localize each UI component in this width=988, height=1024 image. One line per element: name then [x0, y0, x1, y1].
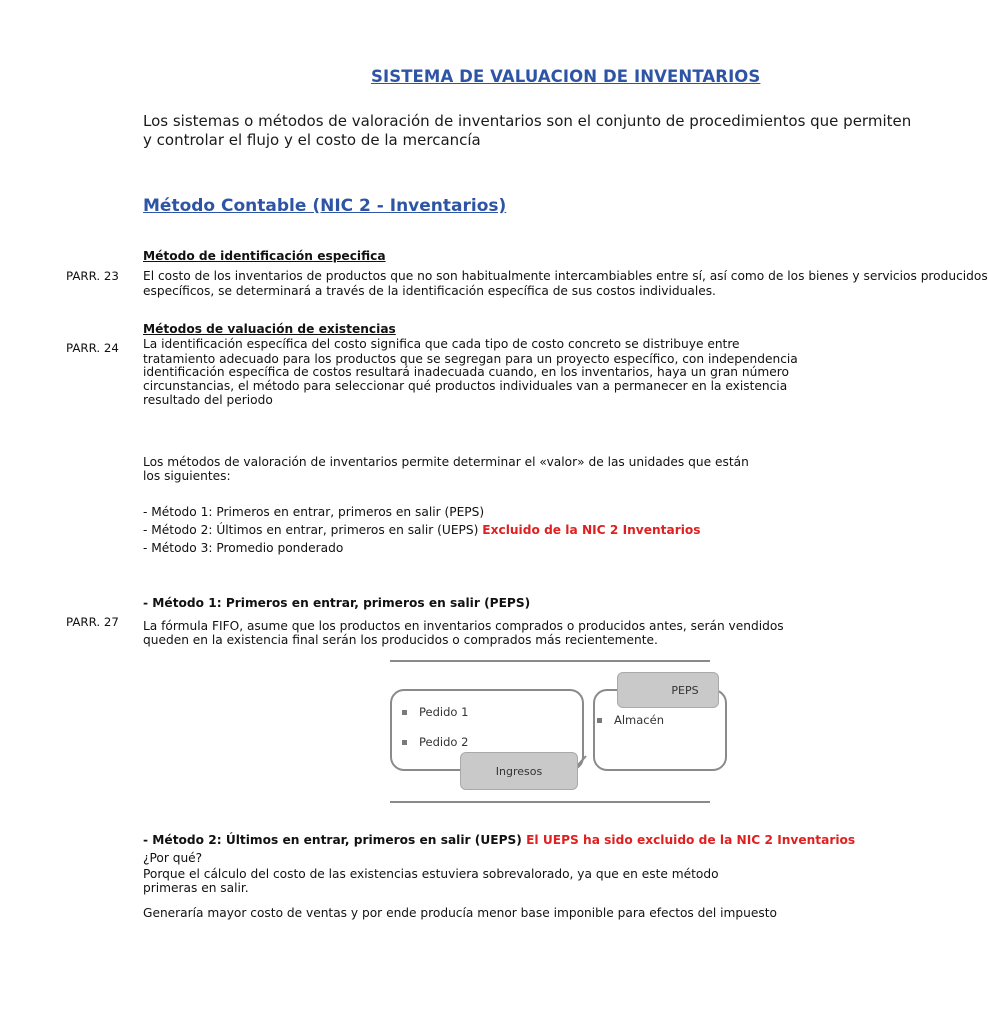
bullet-icon [402, 710, 407, 715]
parr-label: PARR. 24 [66, 341, 119, 355]
methods-list-text: - Método 1: Primeros en entrar, primeros en salir (PEPS) [143, 505, 485, 519]
order-item [402, 735, 468, 749]
intro-line-1: Los sistemas o métodos de valoración de inventarios son el conjunto de procedimientos que permiten [143, 112, 912, 130]
warehouse-item [597, 713, 664, 727]
methods-list-item [143, 541, 343, 555]
methods-intro-line-1: Los métodos de valoración de inventarios permite determinar el «valor» de las unidades que están [143, 455, 749, 469]
block-line: tratamiento adecuado para los productos que se segregan para un proyecto específico, con independencia [143, 352, 798, 366]
bullet-icon [402, 740, 407, 745]
block-line: identificación específica de costos resultará inadecuada cuando, en los inventarios, haya un gran número [143, 365, 789, 379]
block-line: específicos, se determinará a través de la identificación específica de sus costos individuales. [143, 284, 716, 298]
warehouse-label: Almacén [614, 713, 664, 727]
methods-list-item [143, 523, 701, 537]
method1-line-1: La fórmula FIFO, asume que los productos en inventarios comprados o producidos antes, serán vendidos [143, 619, 784, 633]
block-line: resultado del periodo [143, 393, 273, 407]
peps-box [617, 672, 719, 708]
method2-line-2: primeras en salir. [143, 881, 249, 895]
ingresos-box: Ingresos [460, 752, 578, 790]
parr-label: PARR. 27 [66, 615, 119, 629]
page-title: SISTEMA DE VALUACION DE INVENTARIOS [371, 67, 761, 86]
method2-question: ¿Por qué? [143, 851, 203, 865]
intro-line-2: y controlar el flujo y el costo de la mercancía [143, 131, 481, 149]
methods-list-text: - Método 3: Promedio ponderado [143, 541, 344, 555]
peps-label: PEPS [671, 683, 699, 697]
bullet-icon [597, 718, 602, 723]
parr-label: PARR. 23 [66, 269, 119, 283]
method2-exclusion-note: El UEPS ha sido excluido de la NIC 2 Inventarios [526, 833, 856, 847]
order-label: Pedido 2 [419, 735, 469, 749]
order-label: Pedido 1 [419, 705, 469, 719]
block-heading-identificacion: Método de identificación especifica [143, 249, 386, 263]
diagram-bottom-rule [390, 801, 710, 803]
block-line: El costo de los inventarios de productos que no son habitualmente intercambiables entre sí, así como de los bienes y servicios producidos [143, 269, 988, 283]
methods-list-text: - Método 2: Últimos en entrar, primeros en salir (UEPS) [143, 523, 483, 537]
methods-list-item [143, 505, 484, 519]
order-item [402, 705, 468, 719]
method2-heading [143, 833, 855, 847]
diagram-top-rule [390, 660, 710, 662]
method2-line-3: Generaría mayor costo de ventas y por ende producía menor base imponible para efectos del impuesto [143, 906, 777, 920]
block-line: La identificación específica del costo significa que cada tipo de costo concreto se distribuye entre [143, 337, 740, 351]
methods-intro-line-2: los siguientes: [143, 469, 231, 483]
peps-diagram [390, 660, 710, 804]
method1-heading: - Método 1: Primeros en entrar, primeros en salir (PEPS) [143, 596, 531, 610]
method2-heading-text: - Método 2: Últimos en entrar, primeros en salir (UEPS) [143, 833, 527, 847]
method1-line-2: queden en la existencia final serán los producidos o comprados más recientemente. [143, 633, 658, 647]
block-heading-valuacion: Métodos de valuación de existencias [143, 322, 396, 336]
section-title: Método Contable (NIC 2 - Inventarios) [143, 196, 507, 216]
method2-line-1: Porque el cálculo del costo de las existencias estuviera sobrevalorado, ya que en este método [143, 867, 719, 881]
exclusion-note: Excluido de la NIC 2 Inventarios [482, 523, 701, 537]
block-line: circunstancias, el método para seleccionar qué productos individuales van a permanecer en la existencia [143, 379, 788, 393]
